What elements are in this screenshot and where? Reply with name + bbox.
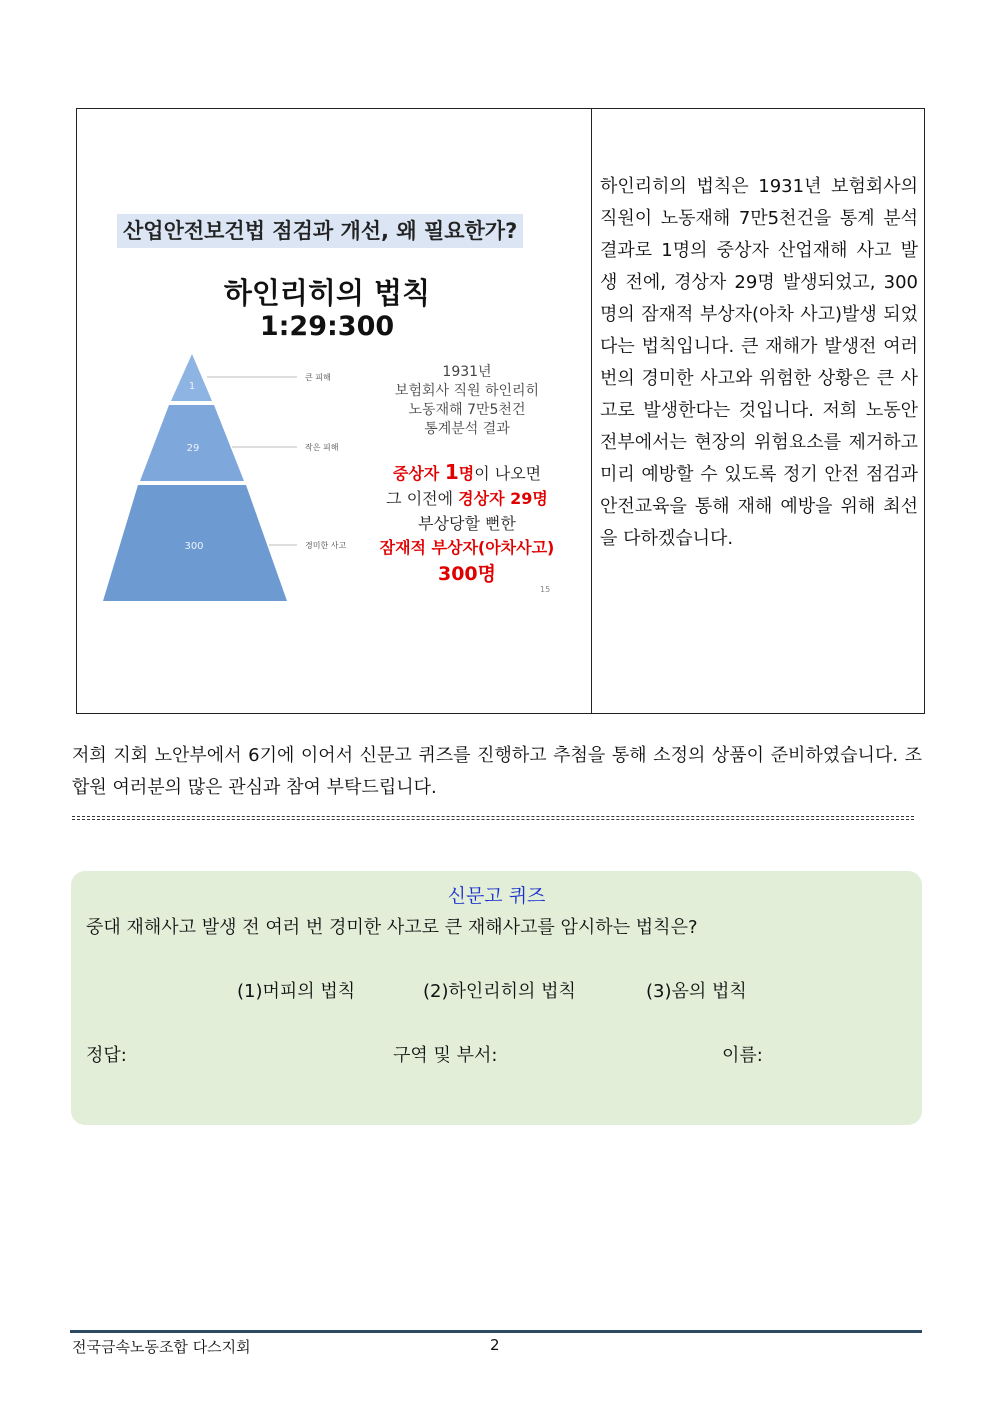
- slide-cell: [77, 109, 592, 713]
- announcement-paragraph: 저희 지회 노안부에서 6기에 이어서 신문고 퀴즈를 진행하고 추첨을 통해 소정의 상품이 준비하였습니다. 조합원 여러분의 많은 관심과 참여 부탁드립니다.: [72, 745, 922, 798]
- red-line-1-num: 1: [444, 460, 459, 484]
- red-line-1-post: 이 나오면: [474, 464, 542, 483]
- heinrich-pyramid: [97, 349, 357, 605]
- stat-line-4: 통계분석 결과: [424, 421, 510, 437]
- explanation-cell: [592, 109, 924, 713]
- red-line-2-unit: 명: [532, 489, 548, 508]
- pyramid-value-300: 300: [184, 541, 204, 552]
- pyramid-value-29: 29: [186, 443, 200, 454]
- red-line-3: 부상당할 뻔한: [418, 514, 516, 533]
- quiz-option-2: (2)하인리히의 법칙: [423, 981, 576, 1002]
- red-line-2-red: 경상자 29: [458, 489, 533, 508]
- quiz-question: 중대 재해사고 발생 전 여러 번 경미한 사고로 큰 재해사고를 암시하는 법칙은?: [86, 917, 698, 938]
- slide-title: 산업안전보건법 점검과 개선, 왜 필요한가?: [117, 214, 523, 248]
- footer-rule: [70, 1330, 922, 1333]
- pyramid-label-1: 큰 피해: [305, 373, 331, 382]
- content-table: [76, 108, 925, 714]
- red-line-5: [367, 562, 567, 587]
- law-title: 하인리히의 법칙: [223, 276, 431, 310]
- red-line-4: [367, 536, 567, 560]
- quiz-option-3: (3)옴의 법칙: [646, 981, 747, 1002]
- red-line-1-pre: 중상자: [392, 464, 445, 483]
- page-number: 2: [490, 1336, 500, 1354]
- red-line-2-pre: 그 이전에: [386, 489, 459, 508]
- footer-organization: 전국금속노동조합 다스지회: [72, 1338, 251, 1356]
- quiz-title: 신문고 퀴즈: [447, 885, 546, 907]
- red-line-5-text: 300명: [437, 563, 496, 585]
- slide-number: 15: [540, 585, 551, 594]
- stat-line-2: 보험회사 직원 하인리히: [394, 383, 540, 399]
- law-ratio: 1:29:300: [259, 311, 395, 342]
- explanation-text: 하인리히의 법칙은 1931년 보험회사의 직원이 노동재해 7만5천건을 통계 분석결과로 1명의 중상자 산업재해 사고 발생 전에, 경상자 29명 발생되었고, 300명의 잠재적 부상자(아차 사고)발생 되었다는 법칙입니다. 큰 재해가 발생전 여러번의 경미한 사고와 위험한 상황은 큰 사고로 발생한다는 것입니다. 저희 노동안전부에서는 현장의 위험요소를 제거하고 미리 예방할 수 있도록 정기 안전 점검과 안전교육을 통해 재해 예방을 위해 최선을 다하겠습니다.: [600, 176, 918, 549]
- answer-label: 정답:: [86, 1045, 127, 1066]
- stat-line-1: 1931년: [442, 364, 492, 380]
- department-label: 구역 및 부서:: [393, 1045, 498, 1066]
- quiz-option-1: (1)머피의 법칙: [237, 981, 356, 1002]
- quiz-box: [71, 871, 922, 1125]
- red-line-1: [367, 460, 567, 486]
- separator-line: [72, 816, 914, 820]
- pyramid-level-1: [171, 354, 212, 401]
- stat-line-3: 노동재해 7만5천건: [408, 402, 526, 418]
- red-line-4-text: 잠재적 부상자(아차사고): [379, 538, 555, 557]
- red-line-1-unit: 명: [458, 464, 475, 483]
- pyramid-value-1: 1: [188, 381, 196, 392]
- pyramid-label-300: 경미한 사고: [305, 541, 347, 550]
- red-line-2: [367, 487, 567, 511]
- name-label: 이름:: [722, 1045, 763, 1066]
- pyramid-label-29: 작은 피해: [305, 443, 339, 452]
